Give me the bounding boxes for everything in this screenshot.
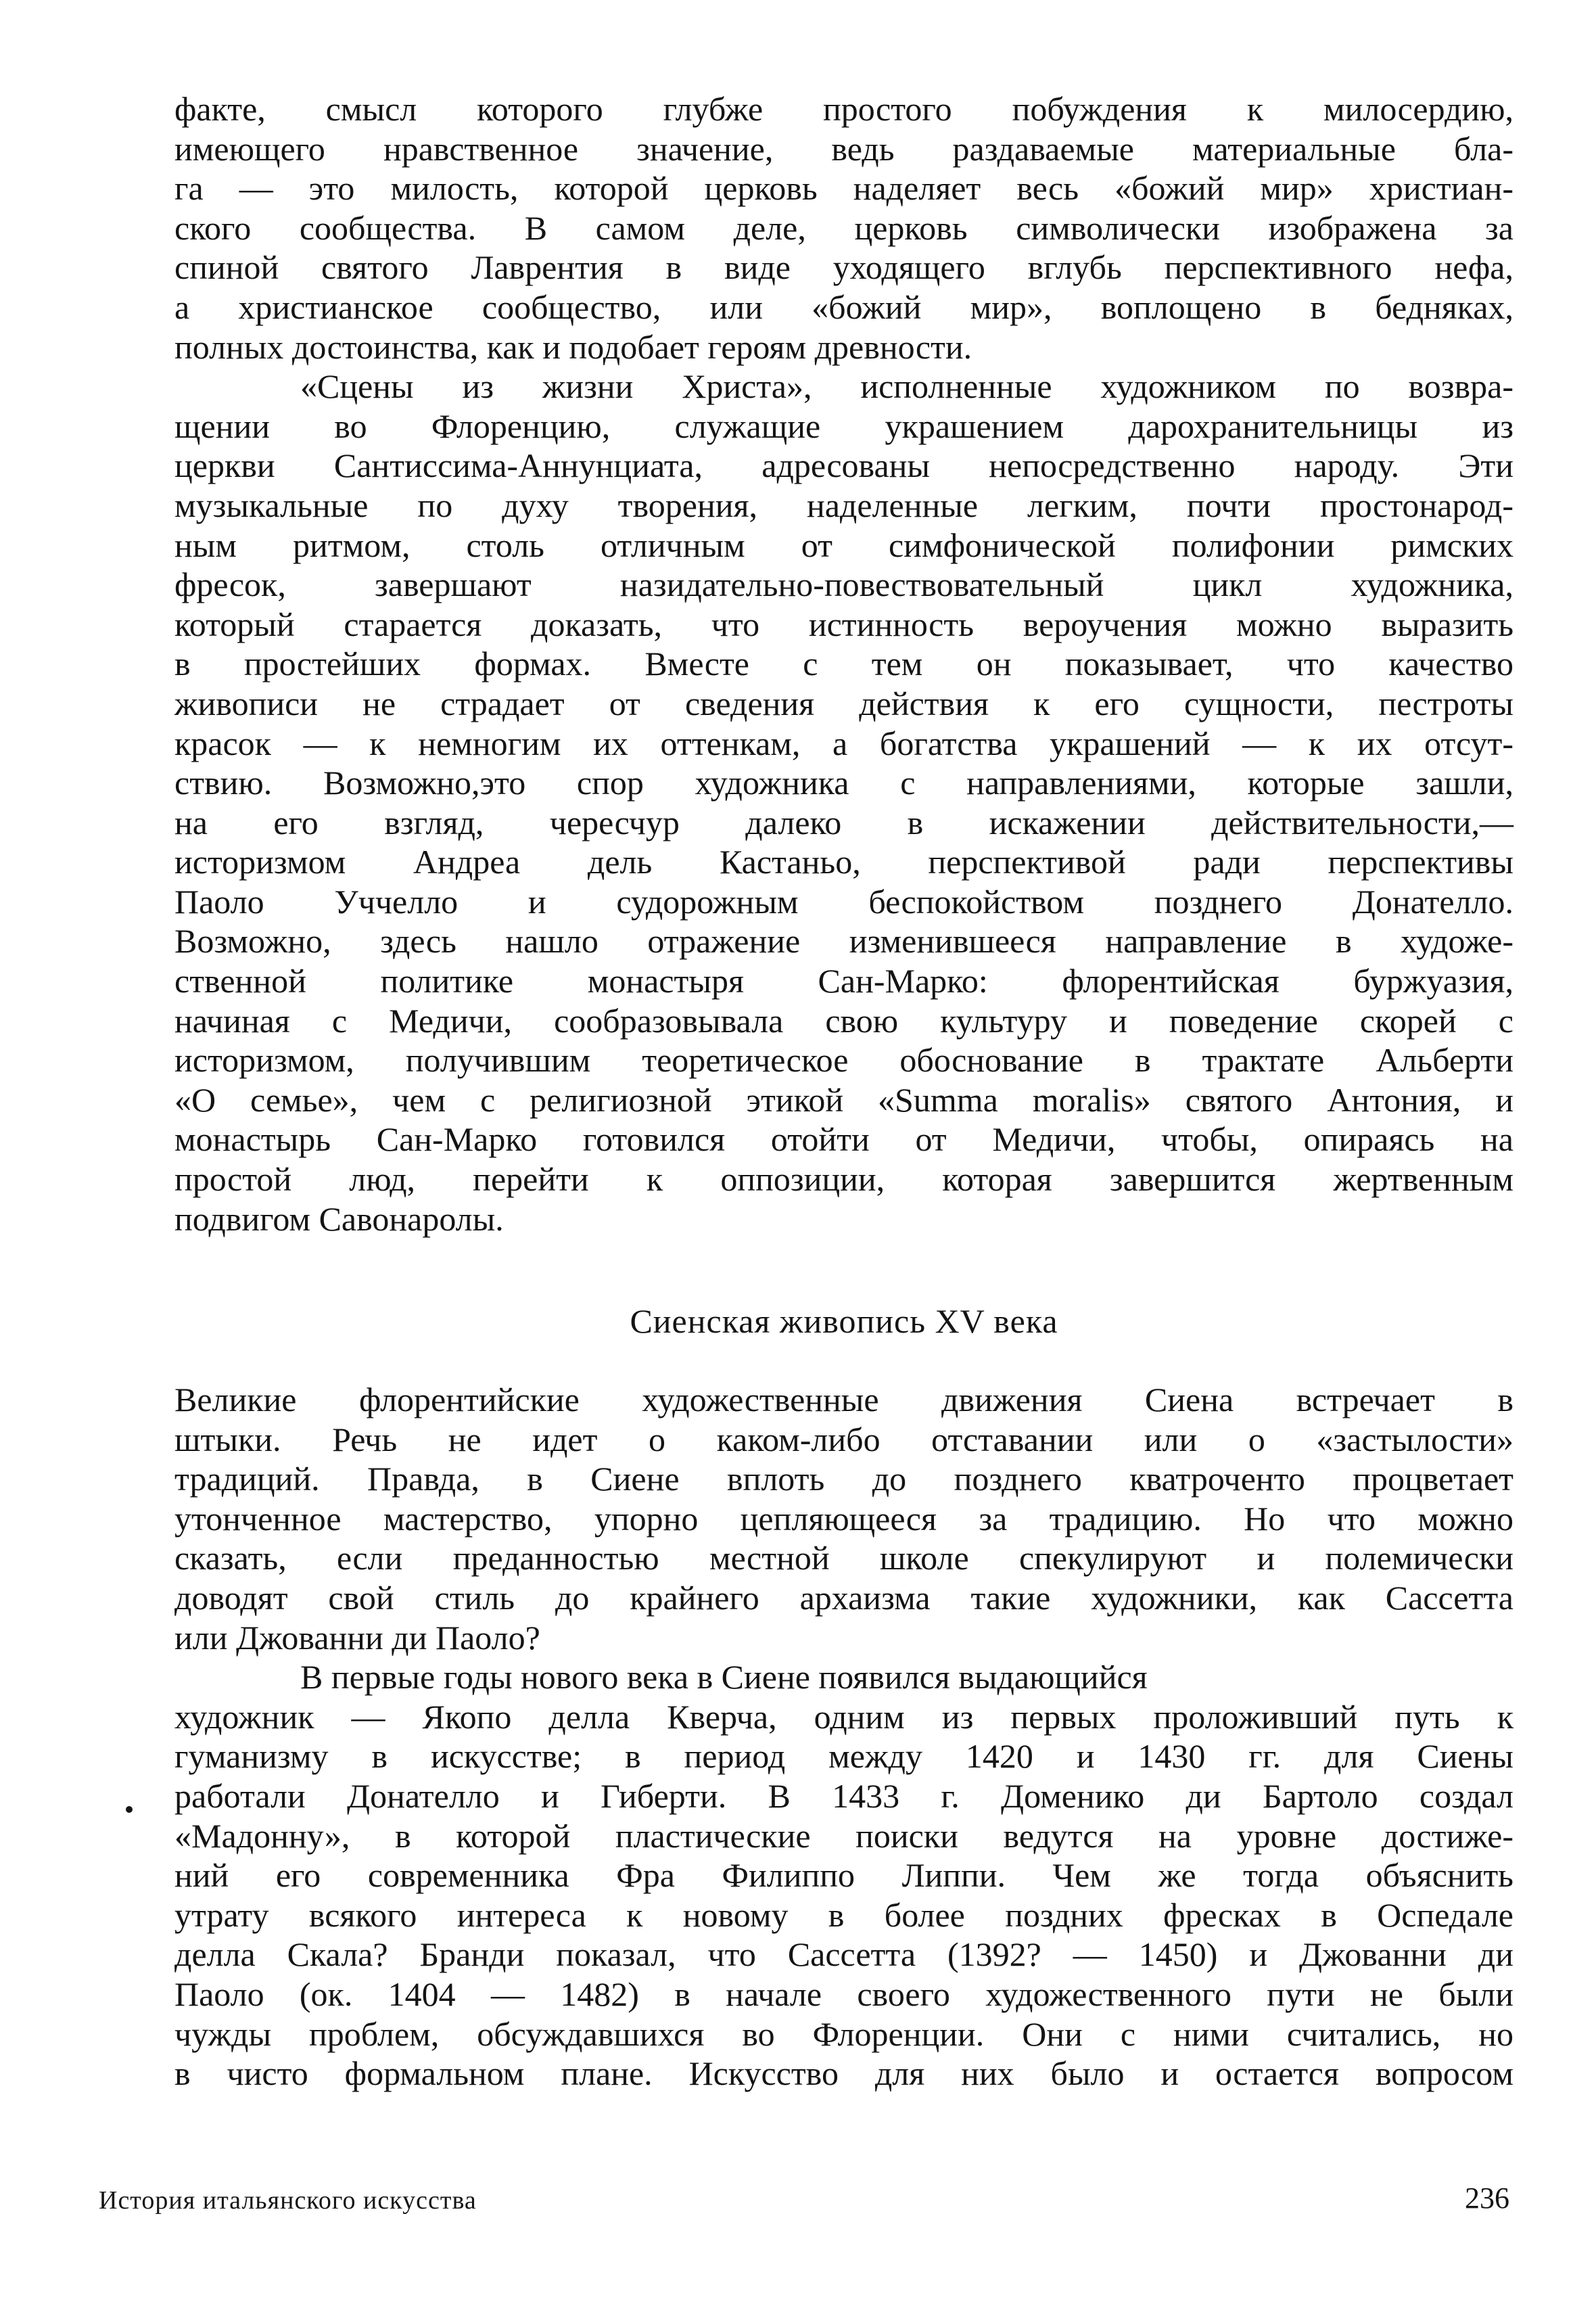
text-line: Великие флорентийские художественные движения Сиена встречает в bbox=[174, 1381, 1513, 1418]
text-line: работали Донателло и Гиберти. В 1433 г. Доменико ди Бартоло создал bbox=[174, 1776, 1513, 1815]
text-line: в чисто формальном плане. Искусство для них было и остается вопросом bbox=[174, 2054, 1513, 2093]
text-line: подвигом Савонаролы. bbox=[174, 1199, 504, 1238]
text-line: художник — Якопо делла Кверча, одним из первых проложивший путь к bbox=[174, 1697, 1513, 1736]
text-line: а христианское сообщество, или «божий мир», воплощено в бедняках, bbox=[174, 287, 1513, 326]
text-line: гуманизму в искусстве; в период между 1420 и 1430 гг. для Сиены bbox=[174, 1737, 1513, 1776]
text-line: «Мадонну», в которой пластические поиски ведутся на уровне достиже- bbox=[174, 1816, 1513, 1855]
text-line: В первые годы нового века в Сиене появился выдающийся bbox=[300, 1658, 1148, 1697]
text-line: историзмом Андреа дель Кастаньо, перспективой ради перспективы bbox=[174, 843, 1513, 881]
text-line: ственной политике монастыря Сан-Марко: флорентийская буржуазия, bbox=[174, 962, 1513, 1000]
paragraph-new-century bbox=[174, 1657, 1513, 2094]
text-line: или Джованни ди Паоло? bbox=[174, 1618, 540, 1657]
text-line: церкви Сантиссима-Аннунциата, адресованы непосредственно народу. Эти bbox=[174, 446, 1513, 485]
text-line: ствию. Возможно,это спор художника с направлениями, которые зашли, bbox=[174, 764, 1513, 802]
page-number: 236 bbox=[1465, 2182, 1509, 2215]
text-line: доводят свой стиль до крайнего архаизма такие художники, как Сассетта bbox=[174, 1578, 1513, 1617]
text-line: Паоло Уччелло и судорожным беспокойством позднего Донателло. bbox=[174, 882, 1513, 921]
running-footer-title: История итальянского искусства bbox=[99, 2186, 477, 2215]
text-line: который старается доказать, что истинность вероучения можно выразить bbox=[174, 605, 1513, 643]
text-line: «Сцены из жизни Христа», исполненные художником по возвра- bbox=[300, 367, 1513, 406]
paragraph-siena-tradition bbox=[174, 1380, 1513, 1657]
text-line: музыкальные по духу творения, наделенные легким, почти простонарод- bbox=[174, 486, 1513, 524]
body-text-lower bbox=[174, 1380, 1513, 2094]
paragraph-charity-meaning bbox=[174, 89, 1513, 367]
text-line: на его взгляд, чересчур далеко в искажении действительности,— bbox=[174, 803, 1513, 841]
text-line: факте, смысл которого глубже простого побуждения к милосердию, bbox=[174, 90, 1513, 128]
text-line: Возможно, здесь нашло отражение изменившееся направление в художе- bbox=[174, 922, 1513, 961]
text-line: полных достоинства, как и подобает героям древности. bbox=[174, 327, 972, 366]
text-line: утрату всякого интереса к новому в более поздних фресках в Оспедале bbox=[174, 1895, 1513, 1934]
text-line: делла Скала? Бранди показал, что Сассетта (1392? — 1450) и Джованни ди bbox=[174, 1935, 1513, 1974]
text-line: красок — к немногим их оттенкам, а богатства украшений — к их отсут- bbox=[174, 724, 1513, 762]
paragraph-scenes-of-christ bbox=[174, 367, 1513, 1239]
text-line: га — это милость, которой церковь наделяет весь «божий мир» христиан- bbox=[174, 169, 1513, 208]
text-line: имеющего нравственное значение, ведь раздаваемые материальные бла- bbox=[174, 129, 1513, 168]
text-line: штыки. Речь не идет о каком-либо отставании или о «застылости» bbox=[174, 1420, 1513, 1458]
text-line: монастырь Сан-Марко готовился отойти от Медичи, чтобы, опираясь на bbox=[174, 1120, 1513, 1159]
text-line: «О семье», чем с религиозной этикой «Summa moralis» святого Антония, и bbox=[174, 1080, 1513, 1119]
text-line: Паоло (ок. 1404 — 1482) в начале своего художественного пути не были bbox=[174, 1975, 1513, 2013]
section-heading: Сиенская живопись XV века bbox=[630, 1302, 1058, 1340]
margin-mark bbox=[126, 1806, 133, 1813]
text-line: ным ритмом, столь отличным от симфонической полифонии римских bbox=[174, 526, 1513, 564]
text-line: ского сообщества. В самом деле, церковь символически изображена за bbox=[174, 208, 1513, 247]
text-line: ний его современника Фра Филиппо Липпи. Чем же тогда объяснить bbox=[174, 1856, 1513, 1895]
text-line: щении во Флоренцию, служащие украшением дарохранительницы из bbox=[174, 407, 1513, 445]
text-line: фресок, завершают назидательно-повествовательный цикл художника, bbox=[174, 566, 1513, 604]
text-line: утонченное мастерство, упорно цепляющееся за традицию. Но что можно bbox=[174, 1499, 1513, 1538]
text-line: в простейших формах. Вместе с тем он показывает, что качество bbox=[174, 645, 1513, 683]
text-line: спиной святого Лаврентия в виде уходящего вглубь перспективного нефа, bbox=[174, 248, 1513, 287]
text-line: историзмом, получившим теоретическое обоснование в трактате Альберти bbox=[174, 1041, 1513, 1080]
text-line: живописи не страдает от сведения действия к его сущности, пестроты bbox=[174, 684, 1513, 722]
text-line: сказать, если преданностью местной школе спекулируют и полемически bbox=[174, 1539, 1513, 1577]
text-line: чужды проблем, обсуждавшихся во Флоренции. Они с ними считались, но bbox=[174, 2014, 1513, 2053]
text-line: традиций. Правда, в Сиене вплоть до позднего кватроченто процветает bbox=[174, 1460, 1513, 1498]
text-line: начиная с Медичи, сообразовывала свою культуру и поведение скорей с bbox=[174, 1001, 1513, 1040]
text-line: простой люд, перейти к оппозиции, которая завершится жертвенным bbox=[174, 1160, 1513, 1199]
body-text-upper bbox=[174, 89, 1513, 1239]
